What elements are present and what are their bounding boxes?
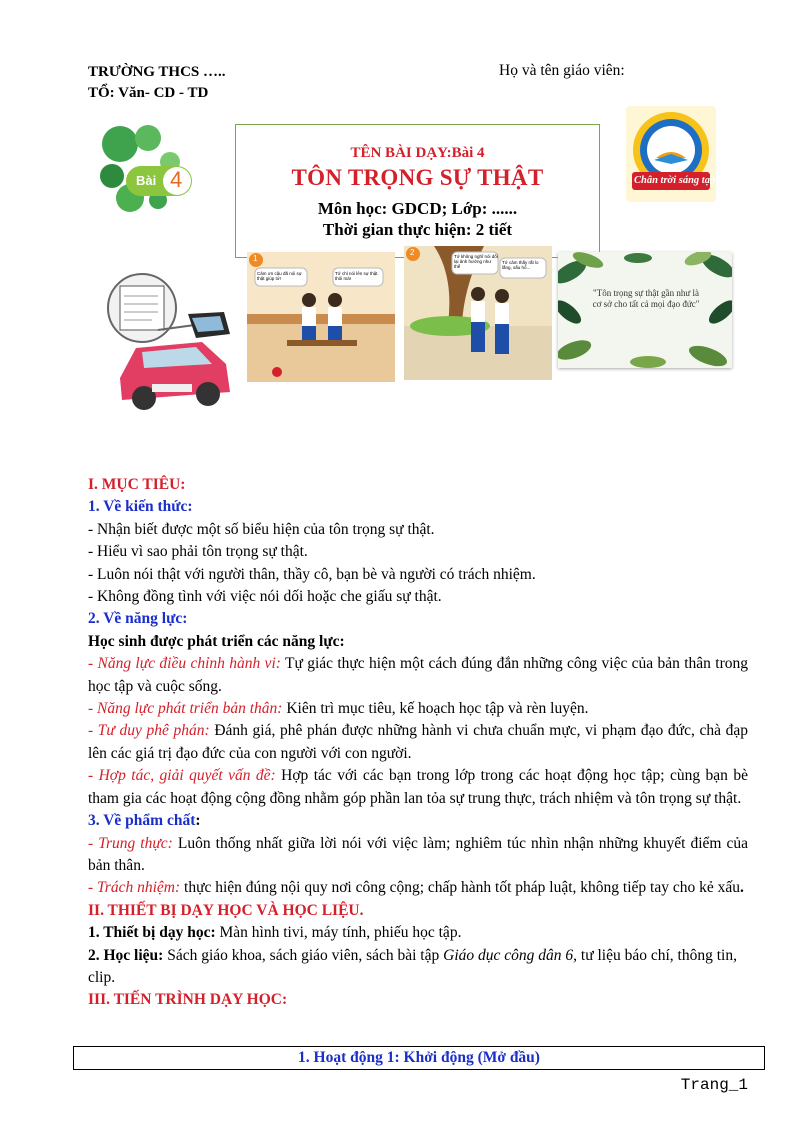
lesson-body xyxy=(88,474,748,1012)
competency-item xyxy=(88,720,748,765)
lesson-badge xyxy=(100,124,196,214)
competency-label: - Tư duy phê phán: xyxy=(88,722,210,740)
scene2-number: 2 xyxy=(410,248,415,257)
knowledge-item: - Luôn nói thật với người thân, thầy cô, bạn bè và người có trách nhiệm. xyxy=(88,565,536,583)
quality-heading xyxy=(88,810,748,832)
section1-heading-text: I. MỤC TIÊU: xyxy=(88,476,186,493)
equipment-text: Màn hình tivi, máy tính, phiếu học tập. xyxy=(215,924,462,942)
quality-item xyxy=(88,877,748,899)
scene1-illustration xyxy=(247,252,395,382)
competency-heading: 2. Về năng lực: xyxy=(88,610,188,628)
car-illustration xyxy=(92,268,238,414)
lesson-title: TÔN TRỌNG SỰ THẬT xyxy=(291,165,544,190)
lesson-badge-label: Bài xyxy=(136,173,157,188)
lesson-title-label: TÊN BÀI DẠY:Bài 4 xyxy=(350,145,485,161)
competency-label: - Năng lực điều chỉnh hành vi: xyxy=(88,655,281,673)
scene1-bubble-left: Cảm ơn cậu đã nói sự thật giúp tớ! xyxy=(257,271,302,281)
school-name: TRƯỜNG THCS ….. xyxy=(88,64,226,80)
teacher-name-label: Họ và tên giáo viên: xyxy=(499,62,625,79)
quote-illustration xyxy=(558,252,732,368)
quality-text: thực hiện đúng nội quy nơi công cộng; chấp hành tốt pháp luật, không tiếp tay cho kẻ xấu xyxy=(180,879,740,897)
lesson-badge-number: 4 xyxy=(170,167,183,192)
page-number: Trang_1 xyxy=(680,1076,748,1094)
competency-item xyxy=(88,698,748,720)
competency-intro: Học sinh được phát triển các năng lực: xyxy=(88,632,345,650)
quality-label: - Trách nhiệm: xyxy=(88,879,181,897)
competency-item xyxy=(88,765,748,810)
quality-item xyxy=(88,833,748,878)
materials-text: Sách giáo khoa, sách giáo viên, sách bài tập xyxy=(163,946,444,964)
scene2-bubble-right: Tớ cảm thấy rất lo lắng, xấu hổ... xyxy=(502,260,539,270)
competency-label: - Năng lực phát triển bản thân: xyxy=(88,700,283,718)
materials-item xyxy=(88,945,748,990)
quote-text: "Tôn trọng sự thật gần như là cơ sở cho tất cả mọi đạo đức" xyxy=(592,288,700,309)
knowledge-item: - Hiểu vì sao phải tôn trọng sự thật. xyxy=(88,543,308,561)
materials-text-end: , tư liệu báo chí, thông tin, clip. xyxy=(88,946,737,986)
knowledge-heading: 1. Về kiến thức: xyxy=(88,498,193,516)
department-name: TỔ: Văn- CD - TD xyxy=(88,85,209,101)
car-illustration-graphic xyxy=(92,268,238,414)
equipment-label: 1. Thiết bị dạy học: xyxy=(88,924,216,942)
materials-book-title: Giáo dục công dân 6 xyxy=(443,946,574,964)
quote-leaves-graphic xyxy=(558,252,732,368)
quality-heading-text: 3. Về phẩm chất xyxy=(88,812,196,830)
quality-text: Luôn thống nhất giữa lời nói với việc làm; nghiêm túc nhìn nhận những khuyết điểm của bản thân. xyxy=(88,834,748,874)
scene1-number: 1 xyxy=(253,254,258,263)
competency-text: Đánh giá, phê phán được những hành vi chưa chuẩn mực, vi phạm đạo đức, chà đạp lên các giá trị đạo đức của con người với con người. xyxy=(88,722,748,762)
competency-text: Hợp tác với các bạn trong lớp trong các hoạt động học tập; cùng bạn bè tham gia các hoạt động cộng đồng nhằm góp phần lan tỏa sự trung thực, trách nhiệm và tôn trọng sự thật. xyxy=(88,767,748,807)
quality-end: . xyxy=(739,879,744,897)
duration: Thời gian thực hiện: 2 tiết xyxy=(322,220,513,239)
competency-text: Kiên trì mục tiêu, kế hoạch học tập và rèn luyện. xyxy=(282,700,589,718)
materials-label: 2. Học liệu: xyxy=(88,946,164,964)
competency-text: Tự giác thực hiện một cách đúng đắn những công việc của bản thân trong học tập và cuộc sống. xyxy=(88,655,748,695)
equipment-item xyxy=(88,922,748,944)
publisher-logo-graphic xyxy=(626,106,716,202)
scene1-bubble-right: Tớ chỉ nói lên sự thật thôi mà! xyxy=(335,271,378,281)
publisher-logo xyxy=(626,106,716,202)
lesson-title-box xyxy=(235,124,600,258)
subject-grade: Môn học: GDCD; Lớp: ...... xyxy=(317,199,518,218)
scene2-illustration xyxy=(404,246,552,380)
quality-heading-colon: : xyxy=(195,812,201,830)
publisher-logo-text: Chân trời sáng tạo xyxy=(634,175,716,186)
knowledge-item: - Không đồng tình với việc nói dối hoặc che giấu sự thật. xyxy=(88,588,442,606)
section1-heading xyxy=(88,474,748,496)
section3-heading: III. TIẾN TRÌNH DẠY HỌC: xyxy=(88,991,288,1009)
scene2-bubble-left: Tớ không nghĩ nói dối lại ảnh hưởng như thế xyxy=(454,254,498,269)
activity1-header: 1. Hoạt động 1: Khởi động (Mở đầu) xyxy=(73,1046,765,1070)
competency-label: - Hợp tác, giải quyết vấn đề: xyxy=(88,767,276,785)
knowledge-item: - Nhận biết được một số biểu hiện của tôn trọng sự thật. xyxy=(88,520,435,538)
competency-item xyxy=(88,653,748,698)
section2-heading: II. THIẾT BỊ DẠY HỌC VÀ HỌC LIỆU. xyxy=(88,901,364,919)
quality-label: - Trung thực: xyxy=(88,834,173,852)
